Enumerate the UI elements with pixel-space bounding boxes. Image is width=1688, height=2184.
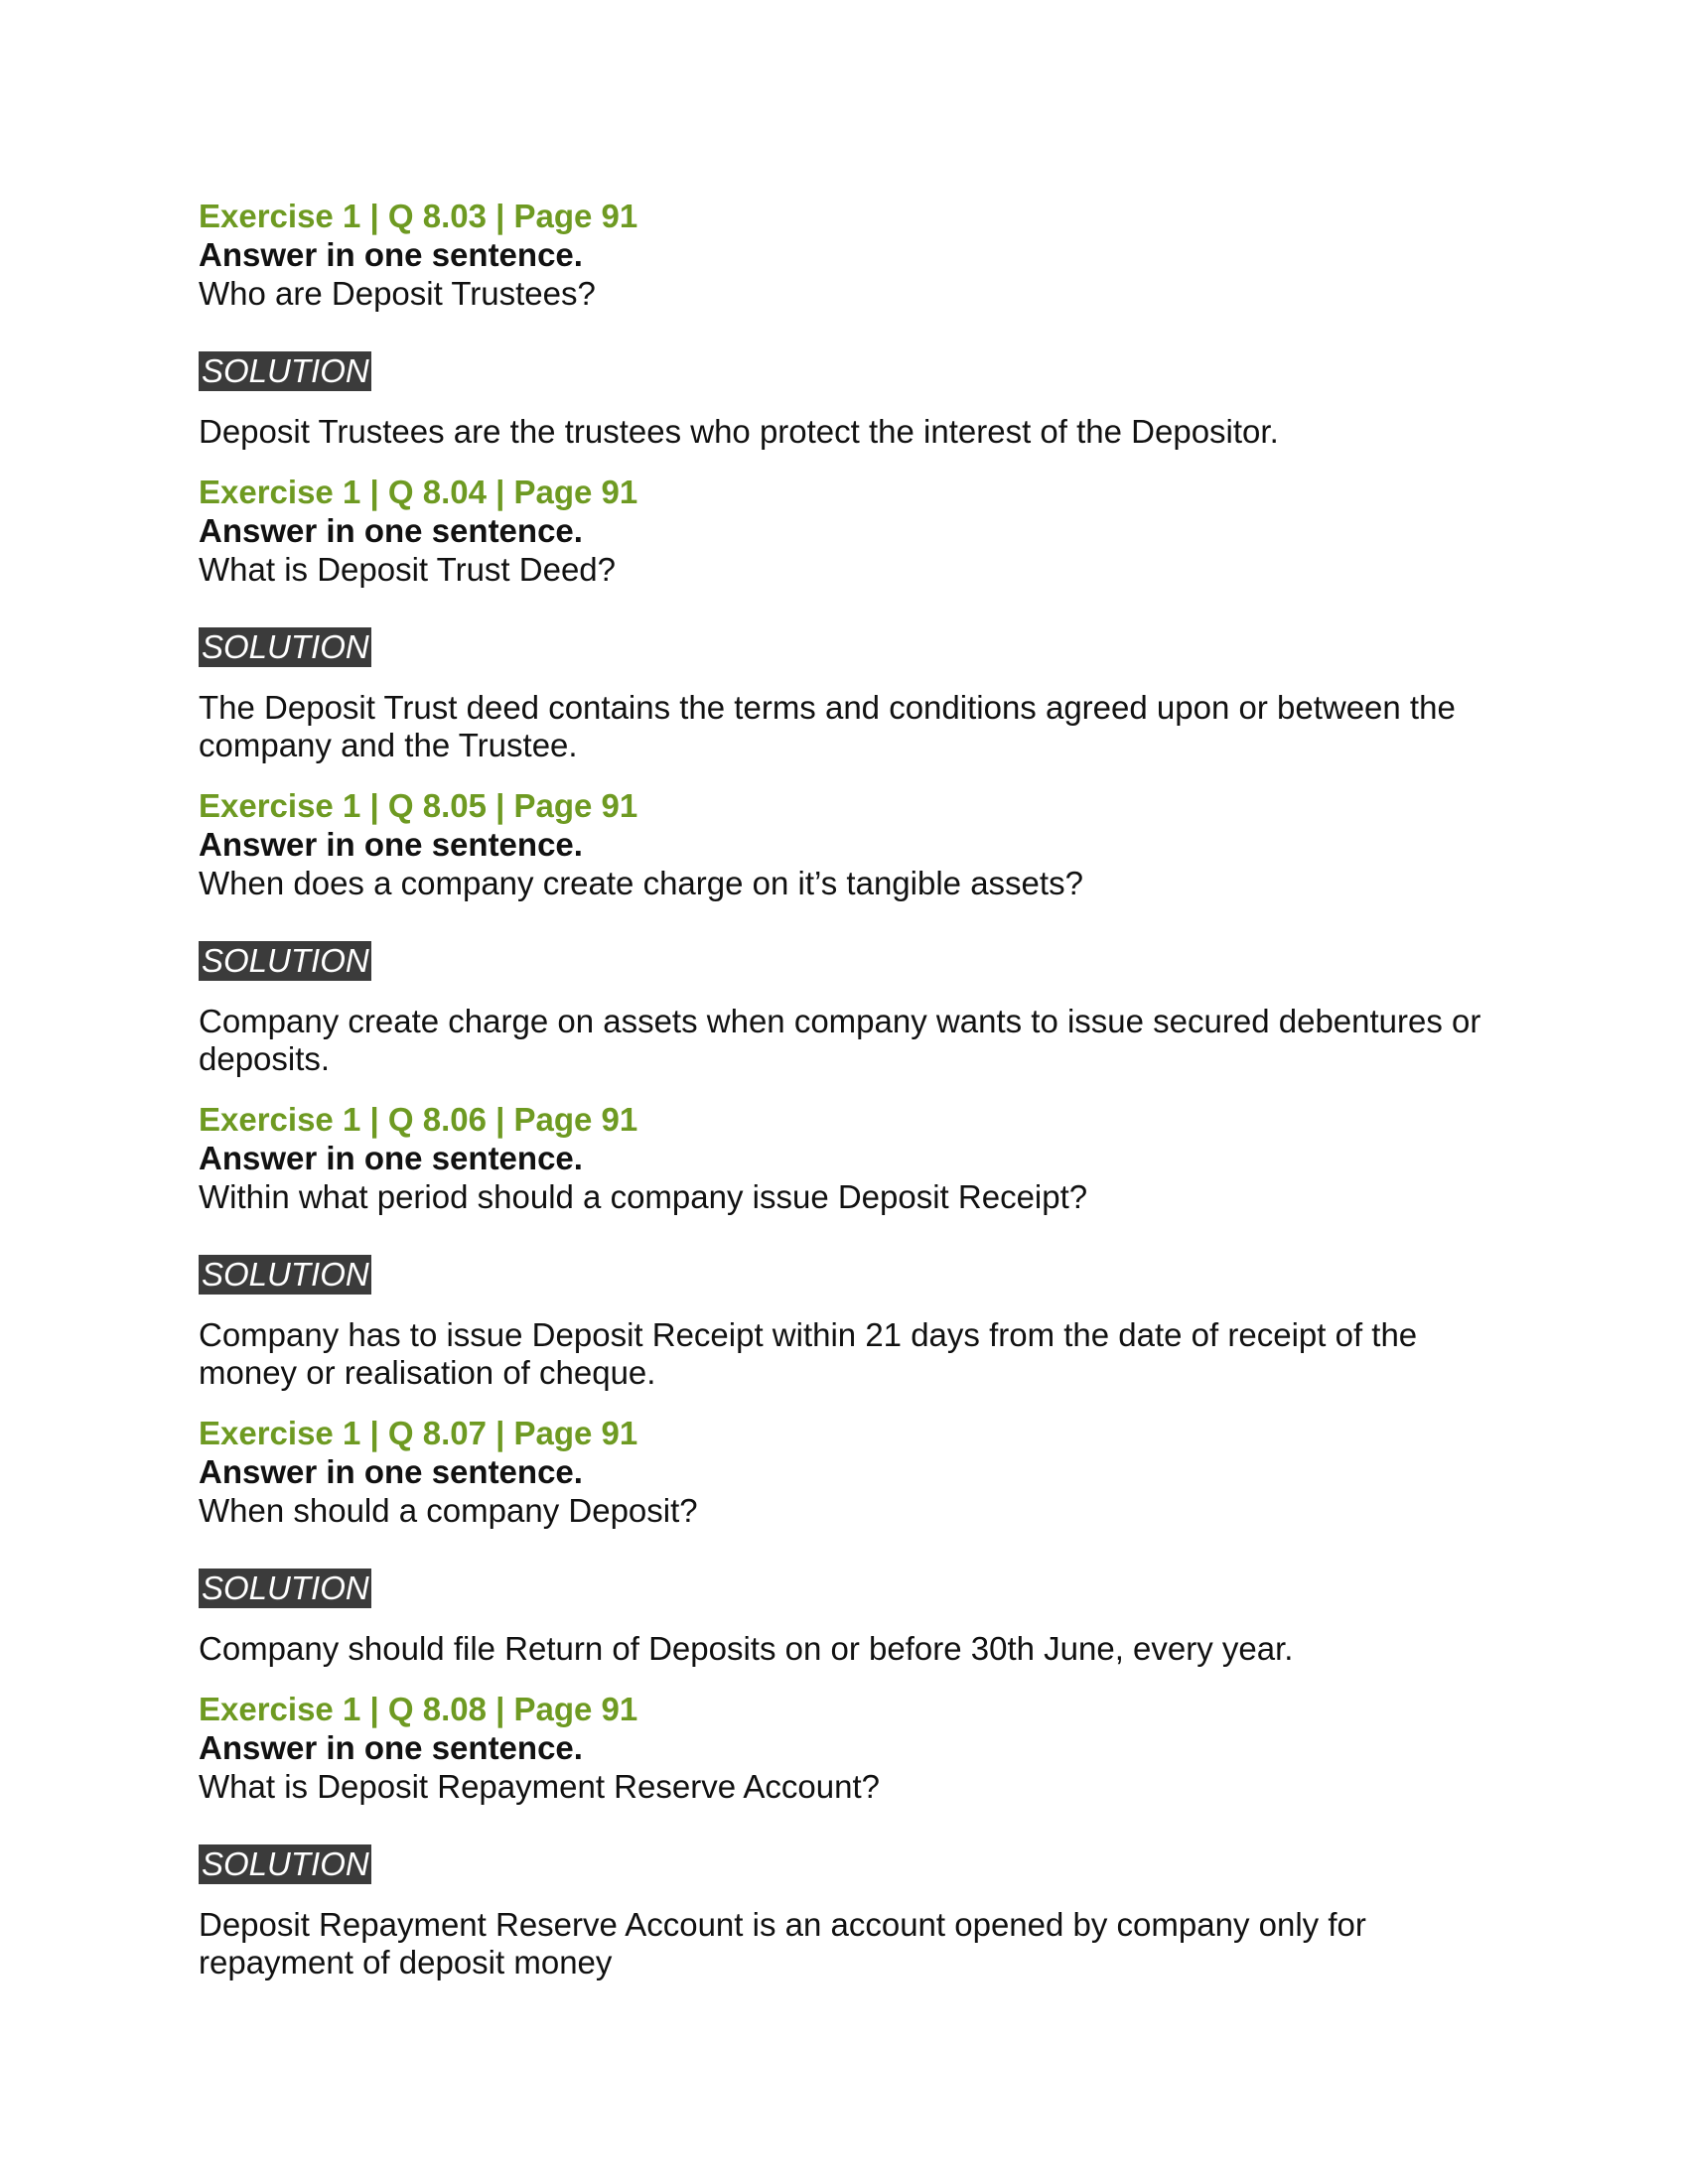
solution-label-wrap: [199, 1844, 1509, 1886]
qa-block-8-03: [199, 197, 1509, 451]
solution-label: SOLUTION: [199, 351, 371, 391]
qa-block-8-06: [199, 1100, 1509, 1392]
qa-block-8-05: [199, 786, 1509, 1078]
solution-label-wrap: [199, 941, 1509, 983]
question-text: What is Deposit Repayment Reserve Account?: [199, 1768, 880, 1805]
solution-label: SOLUTION: [199, 1844, 371, 1884]
answer-text: Company has to issue Deposit Receipt within 21 days from the date of receipt of the money or realisation of cheque.: [199, 1316, 1418, 1391]
exercise-heading: Exercise 1 | Q 8.06 | Page 91: [199, 1101, 638, 1138]
qa-block-8-04: [199, 473, 1509, 764]
exercise-heading: Exercise 1 | Q 8.03 | Page 91: [199, 198, 638, 234]
solution-label: SOLUTION: [199, 627, 371, 667]
question-text: Within what period should a company issue Deposit Receipt?: [199, 1178, 1088, 1215]
answer-text: The Deposit Trust deed contains the terms and conditions agreed upon or between the company and the Trustee.: [199, 689, 1456, 763]
question-text: When does a company create charge on it’s tangible assets?: [199, 865, 1083, 901]
qa-block-8-07: [199, 1414, 1509, 1668]
instruction-text: Answer in one sentence.: [199, 826, 583, 863]
solution-label: SOLUTION: [199, 1569, 371, 1608]
solution-label-wrap: [199, 627, 1509, 669]
exercise-heading: Exercise 1 | Q 8.05 | Page 91: [199, 787, 638, 824]
instruction-text: Answer in one sentence.: [199, 236, 583, 273]
answer-text: Deposit Repayment Reserve Account is an account opened by company only for repayment of deposit money: [199, 1906, 1366, 1980]
solution-label-wrap: [199, 1569, 1509, 1610]
qa-block-8-08: [199, 1690, 1509, 1981]
instruction-text: Answer in one sentence.: [199, 512, 583, 549]
exercise-heading: Exercise 1 | Q 8.04 | Page 91: [199, 474, 638, 510]
document-page: [199, 197, 1509, 2003]
exercise-heading: Exercise 1 | Q 8.07 | Page 91: [199, 1415, 638, 1451]
answer-text: Company create charge on assets when company wants to issue secured debentures or deposits.: [199, 1003, 1481, 1077]
solution-label: SOLUTION: [199, 1255, 371, 1295]
question-text: What is Deposit Trust Deed?: [199, 551, 617, 588]
instruction-text: Answer in one sentence.: [199, 1729, 583, 1766]
solution-label: SOLUTION: [199, 941, 371, 981]
question-text: When should a company Deposit?: [199, 1492, 698, 1529]
answer-text: Company should file Return of Deposits on or before 30th June, every year.: [199, 1630, 1294, 1667]
instruction-text: Answer in one sentence.: [199, 1140, 583, 1176]
question-text: Who are Deposit Trustees?: [199, 275, 596, 312]
solution-label-wrap: [199, 1255, 1509, 1297]
instruction-text: Answer in one sentence.: [199, 1453, 583, 1490]
exercise-heading: Exercise 1 | Q 8.08 | Page 91: [199, 1691, 638, 1727]
answer-text: Deposit Trustees are the trustees who protect the interest of the Depositor.: [199, 413, 1279, 450]
solution-label-wrap: [199, 351, 1509, 393]
